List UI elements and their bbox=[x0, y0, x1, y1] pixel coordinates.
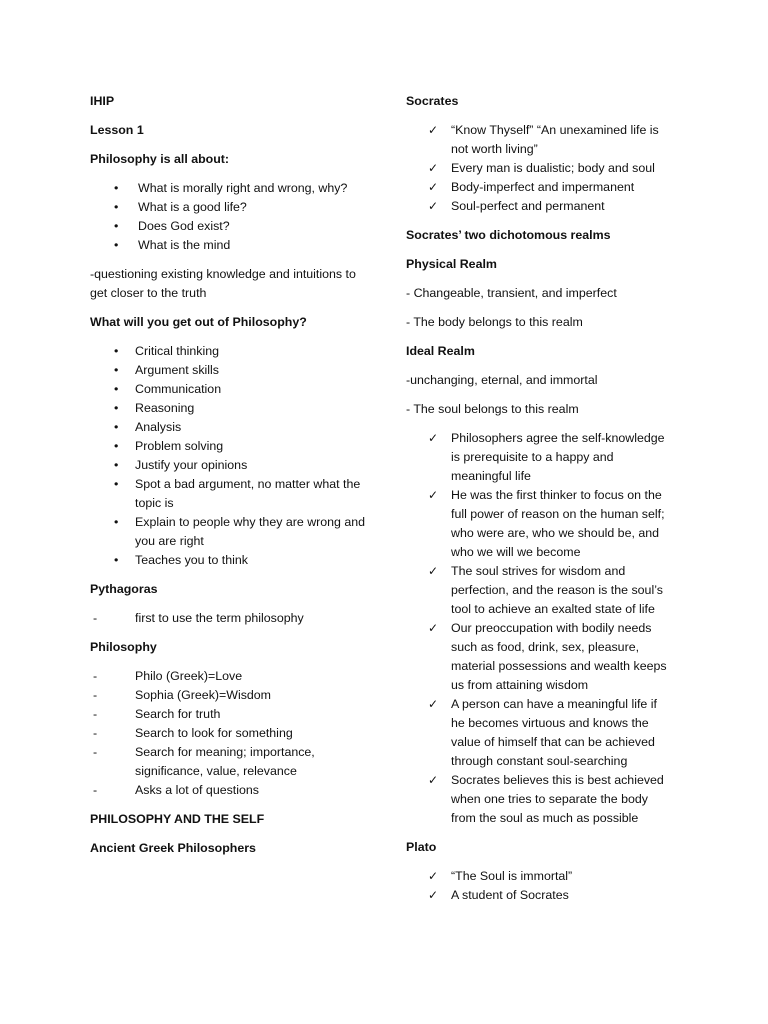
list-item: • Problem solving bbox=[90, 437, 370, 456]
lesson-title: Lesson 1 bbox=[90, 123, 144, 137]
bullet-marker: • bbox=[114, 458, 119, 472]
bullet-marker: • bbox=[114, 477, 119, 491]
list-item: ✓ Soul-perfect and permanent bbox=[406, 197, 674, 216]
philosophy-list bbox=[90, 667, 370, 800]
list-item: • What is a good life? bbox=[90, 198, 370, 217]
list-item: • What is morally right and wrong, why? bbox=[90, 179, 370, 198]
dash-marker: - bbox=[93, 688, 98, 702]
course-title: IHIP bbox=[90, 94, 115, 108]
dash-marker: - bbox=[93, 745, 98, 759]
list-item: ✓ The soul strives for wisdom and perfection, and the reason is the soul’s tool to achieve an exalted state of life bbox=[428, 564, 663, 616]
bullet-marker: • bbox=[114, 219, 119, 233]
dash-marker: - bbox=[93, 611, 98, 625]
list-item: ✓ Philosophers agree the self-knowledge is prerequisite to a happy and meaningful life bbox=[428, 431, 665, 483]
check-icon: ✓ bbox=[428, 621, 439, 635]
list-item: ✓ Every man is dualistic; body and soul bbox=[406, 159, 674, 178]
check-icon: ✓ bbox=[428, 697, 439, 711]
philosophy-heading: Philosophy bbox=[90, 640, 157, 654]
check-icon: ✓ bbox=[428, 869, 439, 883]
bullet-marker: • bbox=[114, 553, 119, 567]
list-item: ✓ “Know Thyself” “An unexamined life is not worth living” bbox=[428, 123, 659, 156]
list-item: • Critical thinking bbox=[90, 342, 370, 361]
check-icon: ✓ bbox=[428, 773, 439, 787]
questioning-paragraph: -questioning existing knowledge and intuitions to get closer to the truth bbox=[90, 267, 356, 300]
list-item: • Argument skills bbox=[90, 361, 370, 380]
list-item: • Does God exist? bbox=[90, 217, 370, 236]
ideal-realm-heading: Ideal Realm bbox=[406, 344, 475, 358]
bullet-marker: • bbox=[114, 181, 119, 195]
list-item: ✓ Our preoccupation with bodily needs such as food, drink, sex, pleasure, material possessions and wealth keeps us from attaining wisdom bbox=[428, 621, 667, 692]
dash-marker: - bbox=[93, 783, 98, 797]
check-icon: ✓ bbox=[428, 888, 439, 902]
check-icon: ✓ bbox=[428, 564, 439, 578]
list-item: • Analysis bbox=[90, 418, 370, 437]
plato-list bbox=[406, 867, 674, 905]
list-item: • Justify your opinions bbox=[90, 456, 370, 475]
get-out-heading: What will you get out of Philosophy? bbox=[90, 315, 307, 329]
list-item: • Explain to people why they are wrong and you are right bbox=[114, 515, 366, 548]
left-column bbox=[90, 92, 370, 868]
bullet-marker: • bbox=[114, 401, 119, 415]
physical-realm-heading: Physical Realm bbox=[406, 257, 497, 271]
list-item: - Sophia (Greek)=Wisdom bbox=[90, 686, 370, 705]
list-item: • Communication bbox=[90, 380, 370, 399]
list-item: • Teaches you to think bbox=[90, 551, 370, 570]
bullet-marker: • bbox=[114, 382, 119, 396]
philosophy-self-heading: PHILOSOPHY AND THE SELF bbox=[90, 812, 265, 826]
ancient-greek-heading: Ancient Greek Philosophers bbox=[90, 841, 256, 855]
list-item: - Search for meaning; importance, significance, value, relevance bbox=[93, 745, 315, 778]
socrates-list bbox=[406, 121, 674, 216]
check-icon: ✓ bbox=[428, 123, 439, 137]
list-item: ✓ Socrates believes this is best achieved when one tries to separate the body from the soul as much as possible bbox=[428, 773, 664, 825]
socrates-heading: Socrates bbox=[406, 94, 459, 108]
list-item: - Asks a lot of questions bbox=[90, 781, 370, 800]
list-item: ✓ Body-imperfect and impermanent bbox=[406, 178, 674, 197]
bullet-marker: • bbox=[114, 515, 119, 529]
list-item: - Search to look for something bbox=[90, 724, 370, 743]
ideal-realm-text: - The soul belongs to this realm bbox=[406, 402, 579, 416]
realms-heading: Socrates’ two dichotomous realms bbox=[406, 228, 611, 242]
list-item: - Search for truth bbox=[90, 705, 370, 724]
bullet-marker: • bbox=[114, 363, 119, 377]
list-item: • Reasoning bbox=[90, 399, 370, 418]
list-item: ✓ “The Soul is immortal” bbox=[406, 867, 674, 886]
pythagoras-heading: Pythagoras bbox=[90, 582, 158, 596]
list-item: ✓ He was the first thinker to focus on the full power of reason on the human self; who were are, who we should be, and who we will we become bbox=[428, 488, 665, 559]
physical-realm-text: - The body belongs to this realm bbox=[406, 315, 583, 329]
check-icon: ✓ bbox=[428, 180, 439, 194]
dash-marker: - bbox=[93, 669, 98, 683]
dash-marker: - bbox=[93, 707, 98, 721]
philosophers-list bbox=[406, 429, 674, 828]
list-item: - first to use the term philosophy bbox=[90, 609, 370, 628]
bullet-marker: • bbox=[114, 344, 119, 358]
bullet-marker: • bbox=[114, 439, 119, 453]
list-item: ✓ A student of Socrates bbox=[406, 886, 674, 905]
check-icon: ✓ bbox=[428, 431, 439, 445]
list-item: ✓ A person can have a meaningful life if he becomes virtuous and knows the value of himself that can be achieved through constant soul-searching bbox=[428, 697, 657, 768]
list-item: • Spot a bad argument, no matter what the topic is bbox=[114, 477, 361, 510]
bullet-marker: • bbox=[114, 238, 119, 252]
plato-heading: Plato bbox=[406, 840, 437, 854]
check-icon: ✓ bbox=[428, 488, 439, 502]
right-column bbox=[406, 92, 674, 915]
list-item: • What is the mind bbox=[90, 236, 370, 255]
bullet-marker: • bbox=[114, 420, 119, 434]
physical-realm-text: - Changeable, transient, and imperfect bbox=[406, 286, 617, 300]
list-item: - Philo (Greek)=Love bbox=[90, 667, 370, 686]
about-heading: Philosophy is all about: bbox=[90, 152, 230, 166]
check-icon: ✓ bbox=[428, 161, 439, 175]
about-list bbox=[90, 179, 370, 255]
bullet-marker: • bbox=[114, 200, 119, 214]
ideal-realm-text: -unchanging, eternal, and immortal bbox=[406, 373, 598, 387]
check-icon: ✓ bbox=[428, 199, 439, 213]
pythagoras-list bbox=[90, 609, 370, 628]
dash-marker: - bbox=[93, 726, 98, 740]
benefits-list bbox=[90, 342, 370, 570]
